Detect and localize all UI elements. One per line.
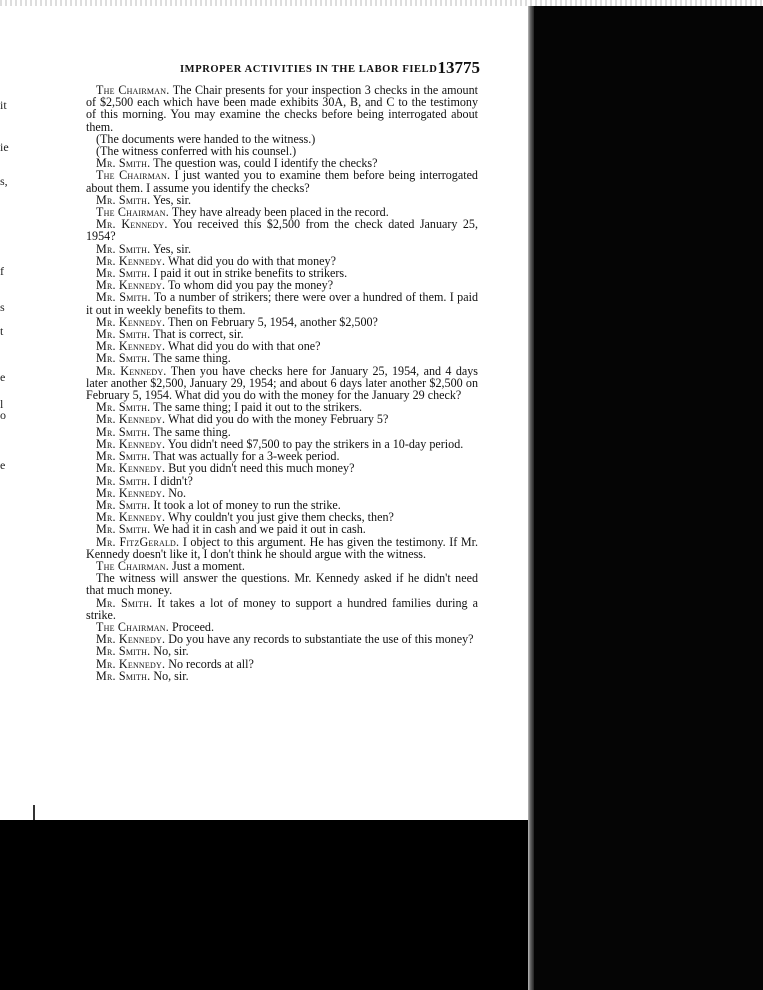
paragraph-text: The witness will answer the questions. Mr. Kennedy asked if he didn't need that much money. bbox=[86, 571, 478, 598]
speaker-label: Mr. Kennedy. bbox=[96, 278, 166, 293]
speaker-label: Mr. Smith. bbox=[96, 668, 151, 683]
margin-fragment: e bbox=[0, 370, 6, 384]
paragraph-text: The same thing; I paid it out to the strikers. bbox=[153, 400, 363, 415]
paragraph-text: No records at all? bbox=[168, 656, 254, 671]
speaker-label: Mr. Smith. bbox=[96, 497, 151, 512]
speaker-label: Mr. Smith. bbox=[96, 400, 151, 415]
speaker-label: Mr. Smith. bbox=[96, 266, 151, 281]
paragraph-text: What did you do with that one? bbox=[168, 339, 321, 354]
transcript-paragraph bbox=[86, 536, 478, 560]
speaker-label: Mr. Smith. bbox=[96, 351, 151, 366]
speaker-label: The Chairman. bbox=[96, 83, 170, 97]
paragraph-text: That was actually for a 3-week period. bbox=[153, 449, 340, 464]
speaker-label: Mr. Kennedy. bbox=[96, 461, 166, 476]
paragraph-text: The Chair presents for your inspection 3 checks in the amount of $2,500 each which have been made exhibits 30A, B, and C to the testimony of this morning. You may examine the checks before being interrogated about them. bbox=[86, 83, 478, 134]
speaker-label: The Chairman. bbox=[96, 619, 169, 634]
margin-fragment: ie bbox=[0, 140, 9, 154]
transcript-paragraph bbox=[86, 597, 478, 621]
margin-fragment: s, bbox=[0, 174, 8, 188]
paragraph-text: What did you do with the money February 5? bbox=[168, 412, 389, 427]
paragraph-text: The same thing. bbox=[153, 424, 231, 439]
paragraph-text: (The documents were handed to the witness.) bbox=[96, 131, 316, 146]
paragraph-text: Then on February 5, 1954, another $2,500? bbox=[168, 314, 378, 329]
paragraph-text: (The witness conferred with his counsel.) bbox=[96, 144, 297, 159]
speaker-label: Mr. Smith. bbox=[96, 156, 151, 171]
speaker-label: Mr. Smith. bbox=[96, 424, 151, 439]
transcript-body bbox=[86, 84, 478, 682]
speaker-label: Mr. Kennedy. bbox=[96, 510, 166, 525]
transcript-paragraph bbox=[86, 365, 478, 402]
paragraph-text: Yes, sir. bbox=[152, 192, 191, 207]
margin-fragment: t bbox=[0, 324, 4, 338]
paragraph-text: Proceed. bbox=[172, 619, 215, 634]
speaker-label: Mr. Kennedy. bbox=[96, 314, 166, 329]
paragraph-text: It took a lot of money to run the strike. bbox=[153, 497, 341, 512]
speaker-label: Mr. Kennedy. bbox=[96, 412, 166, 427]
speaker-label: Mr. Kennedy. bbox=[96, 436, 166, 451]
speaker-label: The Chairman. bbox=[96, 168, 171, 183]
margin-fragment: e bbox=[0, 458, 6, 472]
scan-top-edge bbox=[0, 0, 763, 6]
paragraph-text: What did you do with that money? bbox=[168, 253, 336, 268]
paragraph-text: The question was, could I identify the checks? bbox=[153, 156, 378, 171]
paragraph-text: To whom did you pay the money? bbox=[168, 278, 334, 293]
paragraph-text: I just wanted you to examine them before being interrogated about them. I assume you identify the checks? bbox=[86, 168, 478, 195]
speaker-label: Mr. Smith. bbox=[96, 192, 151, 207]
transcript-paragraph bbox=[86, 291, 478, 315]
speaker-label: Mr. Smith. bbox=[96, 241, 151, 256]
paragraph-text: You received this $2,500 from the check dated January 25, 1954? bbox=[86, 217, 478, 244]
speaker-label: Mr. Smith. bbox=[96, 595, 153, 610]
speaker-label: Mr. Kennedy. bbox=[96, 253, 166, 268]
paragraph-text: The same thing. bbox=[153, 351, 231, 366]
paragraph-text: Why couldn't you just give them checks, then? bbox=[168, 510, 394, 525]
speaker-label: Mr. Kennedy. bbox=[96, 339, 166, 354]
transcript-paragraph bbox=[86, 218, 478, 242]
page-number: 13775 bbox=[437, 58, 480, 77]
speaker-label: Mr. Kennedy. bbox=[96, 485, 166, 500]
paragraph-text: You didn't need $7,500 to pay the strikers in a 10-day period. bbox=[167, 436, 464, 451]
transcript-paragraph bbox=[86, 670, 478, 682]
header-title: IMPROPER ACTIVITIES IN THE LABOR FIELD bbox=[180, 64, 438, 75]
paragraph-text: It takes a lot of money to support a hundred families during a strike. bbox=[86, 595, 478, 622]
paragraph-text: They have already been placed in the record. bbox=[171, 205, 389, 220]
margin-fragment: s bbox=[0, 300, 5, 314]
margin-fragment: o bbox=[0, 408, 6, 422]
paragraph-text: Do you have any records to substantiate the use of this money? bbox=[168, 632, 474, 647]
margin-fragment: f bbox=[0, 264, 4, 278]
paragraph-text: Yes, sir. bbox=[152, 241, 191, 256]
paragraph-text: I paid it out in strike benefits to strikers. bbox=[153, 266, 348, 281]
margin-fragment: it bbox=[0, 98, 7, 112]
paragraph-text: I object to this argument. He has given the testimony. If Mr. Kennedy doesn't like it, I don't think he should argue with the witness. bbox=[86, 534, 478, 561]
margin-fragment: l bbox=[0, 397, 4, 411]
paragraph-text: I didn't? bbox=[153, 473, 193, 488]
speaker-label: Mr. Smith. bbox=[96, 327, 151, 342]
speaker-label: Mr. Smith. bbox=[96, 449, 151, 464]
speaker-label: Mr. Kennedy. bbox=[96, 363, 167, 378]
speaker-label: The Chairman. bbox=[96, 205, 169, 220]
paragraph-text: Just a moment. bbox=[172, 558, 245, 573]
transcript-paragraph bbox=[86, 572, 478, 596]
transcript-paragraph bbox=[86, 169, 478, 193]
paragraph-text: Then you have checks here for January 25, 1954, and 4 days later another $2,500, January 29, 1954; and about 6 days later another $2,500 on February 5, 1954. What did you do with the money for the January 29 check? bbox=[86, 363, 478, 403]
speaker-label: Mr. Smith. bbox=[96, 290, 151, 305]
paragraph-text: To a number of strikers; there were over a hundred of them. I paid it out in weekly benefits to them. bbox=[86, 290, 478, 317]
paragraph-text: No, sir. bbox=[153, 668, 189, 683]
speaker-label: The Chairman. bbox=[96, 558, 169, 573]
speaker-label: Mr. Smith. bbox=[96, 644, 151, 659]
running-header bbox=[180, 58, 480, 82]
facing-page-margin-fragments bbox=[0, 92, 14, 522]
dark-scan-background bbox=[534, 0, 763, 990]
speaker-label: Mr. Kennedy. bbox=[96, 656, 166, 671]
speaker-label: Mr. Smith. bbox=[96, 473, 151, 488]
paragraph-text: We had it in cash and we paid it out in cash. bbox=[153, 522, 366, 537]
speaker-label: Mr. Kennedy. bbox=[96, 632, 166, 647]
transcript-paragraph bbox=[86, 84, 478, 133]
speaker-label: Mr. Kennedy. bbox=[96, 217, 168, 232]
paragraph-text: No. bbox=[168, 485, 187, 500]
speaker-label: Mr. FitzGerald. bbox=[96, 534, 180, 549]
paragraph-text: No, sir. bbox=[153, 644, 189, 659]
paragraph-text: That is correct, sir. bbox=[153, 327, 244, 342]
paragraph-text: But you didn't need this much money? bbox=[168, 461, 355, 476]
margin-mark bbox=[33, 805, 35, 820]
speaker-label: Mr. Smith. bbox=[96, 522, 151, 537]
